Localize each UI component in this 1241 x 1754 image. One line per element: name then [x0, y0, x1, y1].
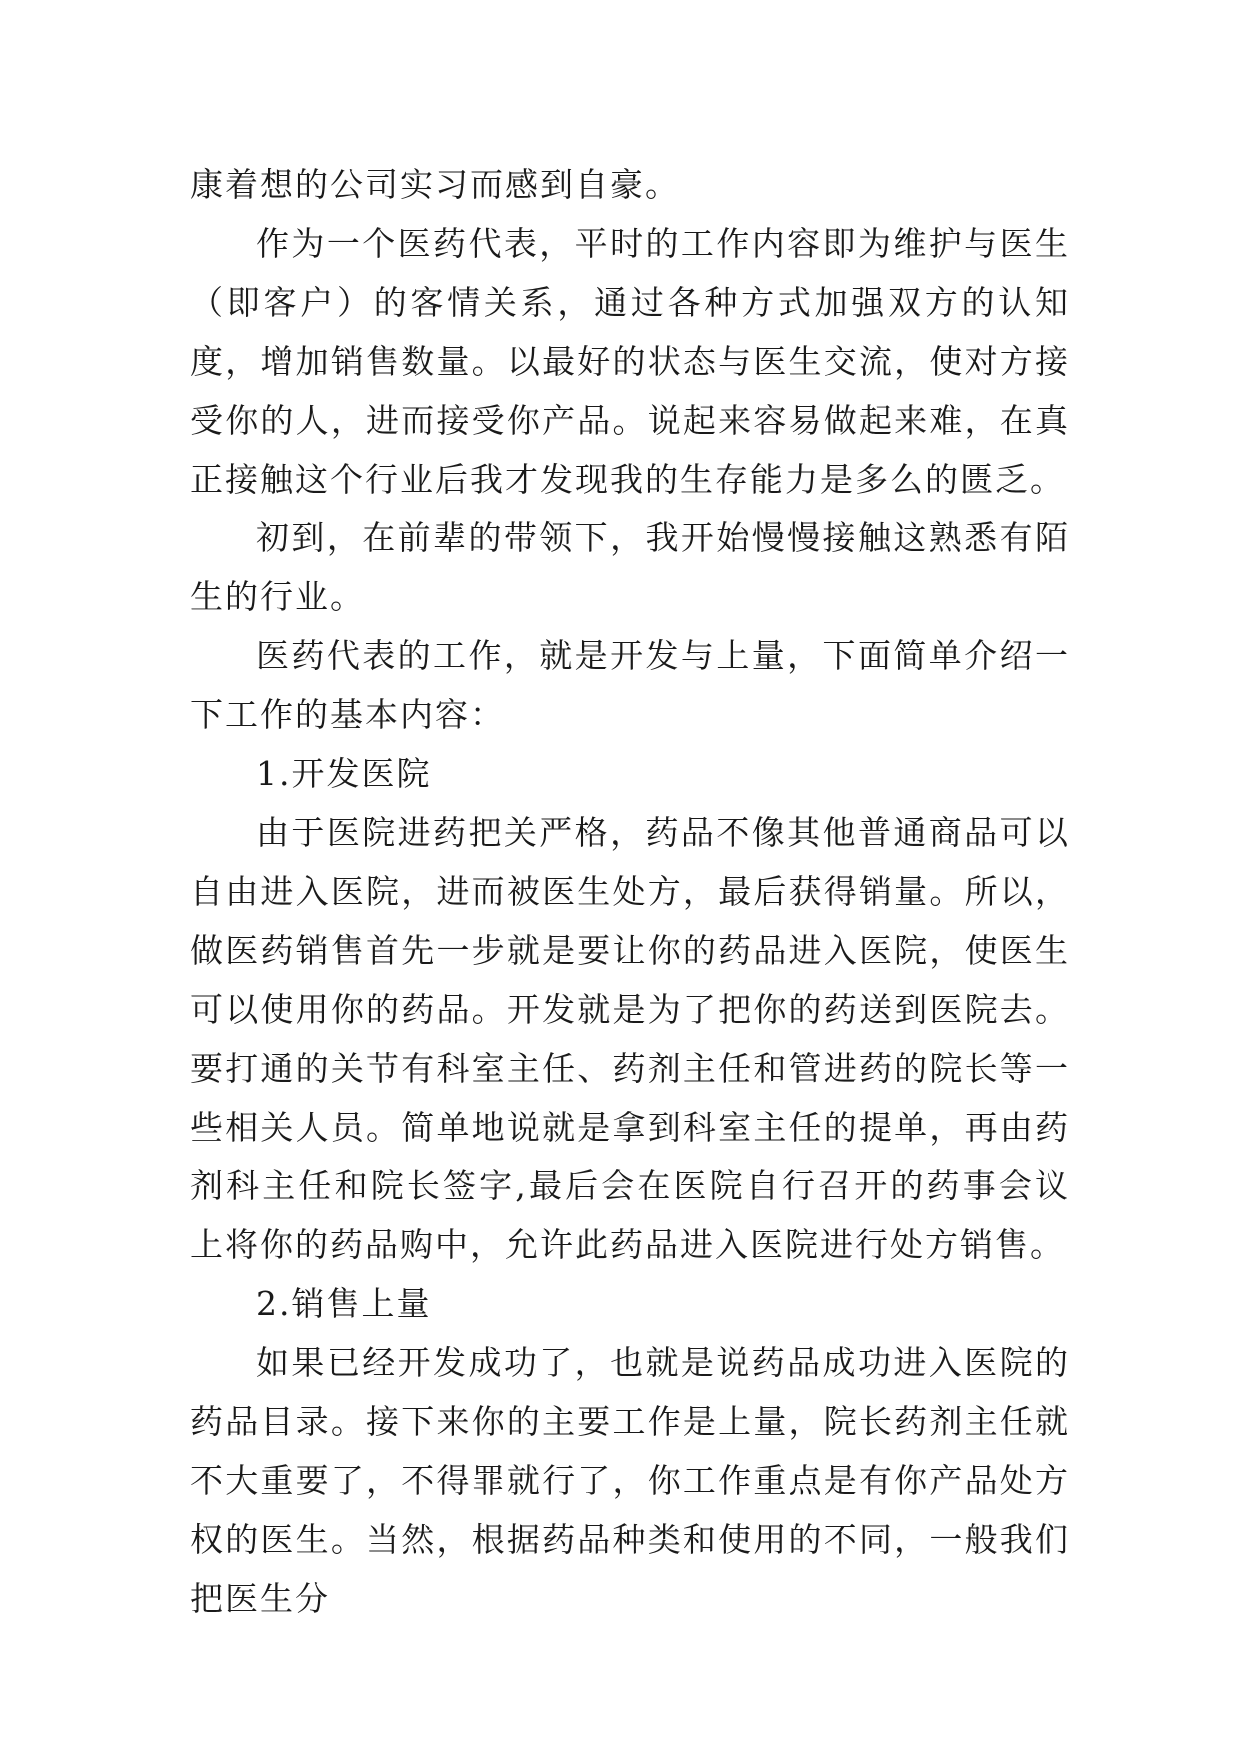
- paragraph-role-description: 作为一个医药代表，平时的工作内容即为维护与医生（即客户）的客情关系，通过各种方式加强双方的认知度，增加销售数量。以最好的状态与医生交流，使对方接受你的人，进而接受你产品。说起来容易做起来难，在真正接触这个行业后我才发现我的生存能力是多么的匮乏。: [190, 223, 1070, 499]
- paragraph-hospital-development: 由于医院进药把关严格，药品不像其他普通商品可以自由进入医院，进而被医生处方，最后获得销量。所以，做医药销售首先一步就是要让你的药品进入医院，使医生可以使用你的药品。开发就是为了把你的药送到医院去。要打通的关节有科室主任、药剂主任和管进药的院长等一些相关人员。简单地说就是拿到科室主任的提单，再由药剂科主任和院长签字,最后会在医院自行召开的药事会议上将你的药品购中，允许此药品进入医院进行处方销售。: [190, 812, 1070, 1265]
- section-heading-sales-volume: 2.销售上量: [256, 1284, 432, 1324]
- paragraph-sales-volume: 如果已经开发成功了，也就是说药品成功进入医院的药品目录。接下来你的主要工作是上量，院长药剂主任就不大重要了，不得罪就行了，你工作重点是有你产品处方权的医生。当然，根据药品种类和使用的不同，一般我们把医生分: [190, 1343, 1070, 1618]
- paragraph-continuation: 康着想的公司实习而感到自豪。: [190, 165, 680, 204]
- paragraph-work-overview: 医药代表的工作，就是开发与上量，下面简单介绍一下工作的基本内容：: [190, 636, 1070, 735]
- section-heading-hospital-development: 1.开发医院: [256, 754, 432, 794]
- document-page: [190, 156, 1070, 1629]
- paragraph-first-arrival: 初到，在前辈的带领下，我开始慢慢接触这熟悉有陌生的行业。: [190, 518, 1070, 617]
